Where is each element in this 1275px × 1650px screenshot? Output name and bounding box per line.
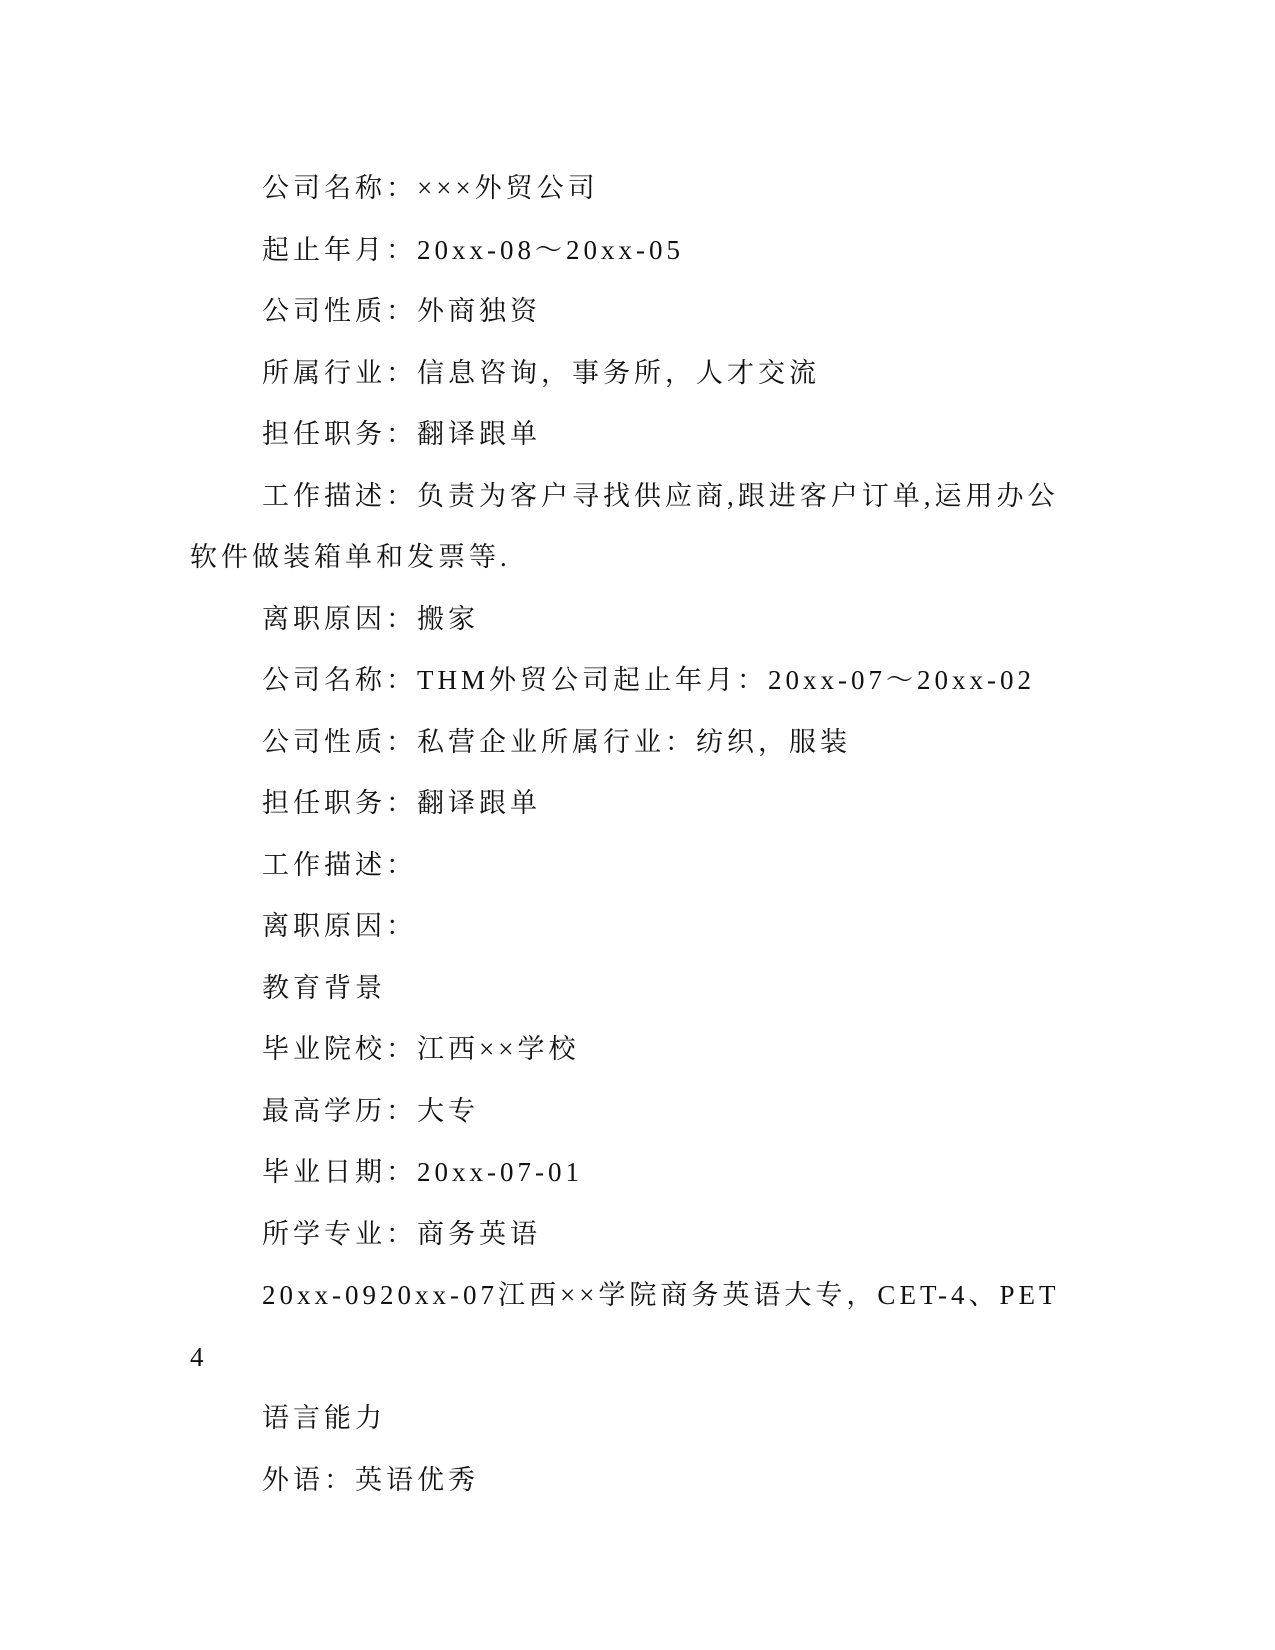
job-description-line-2: 工作描述： bbox=[262, 849, 417, 880]
education-heading: 教育背景 bbox=[262, 972, 386, 1003]
position-line-2: 担任职务：翻译跟单 bbox=[262, 788, 541, 818]
school-line: 毕业院校：江西××学校 bbox=[262, 1034, 580, 1064]
document-body bbox=[190, 158, 1070, 1511]
position-line-1: 担任职务：翻译跟单 bbox=[262, 419, 541, 449]
foreign-language-line: 外语：英语优秀 bbox=[262, 1464, 479, 1495]
degree-line: 最高学历：大专 bbox=[262, 1095, 479, 1126]
major-line: 所学专业：商务英语 bbox=[262, 1218, 541, 1249]
leave-reason-line-2: 离职原因： bbox=[262, 911, 417, 941]
job-description-line-1: 工作描述：负责为客户寻找供应商,跟进客户订单,运用办公软件做装箱单和发票等. bbox=[190, 480, 1059, 572]
company-type-line-2: 公司性质：私营企业所属行业：纺织，服装 bbox=[262, 726, 851, 757]
company-name-line-1: 公司名称：×××外贸公司 bbox=[262, 173, 599, 203]
company-type-line-1: 公司性质：外商独资 bbox=[262, 296, 541, 326]
leave-reason-line-1: 离职原因：搬家 bbox=[262, 603, 479, 634]
date-range-line-1: 起止年月：20xx-08～20xx-05 bbox=[262, 234, 684, 265]
company-name-line-2: 公司名称：THM外贸公司起止年月：20xx-07～20xx-02 bbox=[262, 665, 1035, 695]
industry-line-1: 所属行业：信息咨询，事务所，人才交流 bbox=[262, 357, 820, 388]
education-detail-line: 20xx-0920xx-07江西××学院商务英语大专，CET-4、PET4 bbox=[190, 1280, 1060, 1372]
graduation-date-line: 毕业日期：20xx-07-01 bbox=[262, 1157, 583, 1187]
language-heading: 语言能力 bbox=[262, 1403, 386, 1433]
